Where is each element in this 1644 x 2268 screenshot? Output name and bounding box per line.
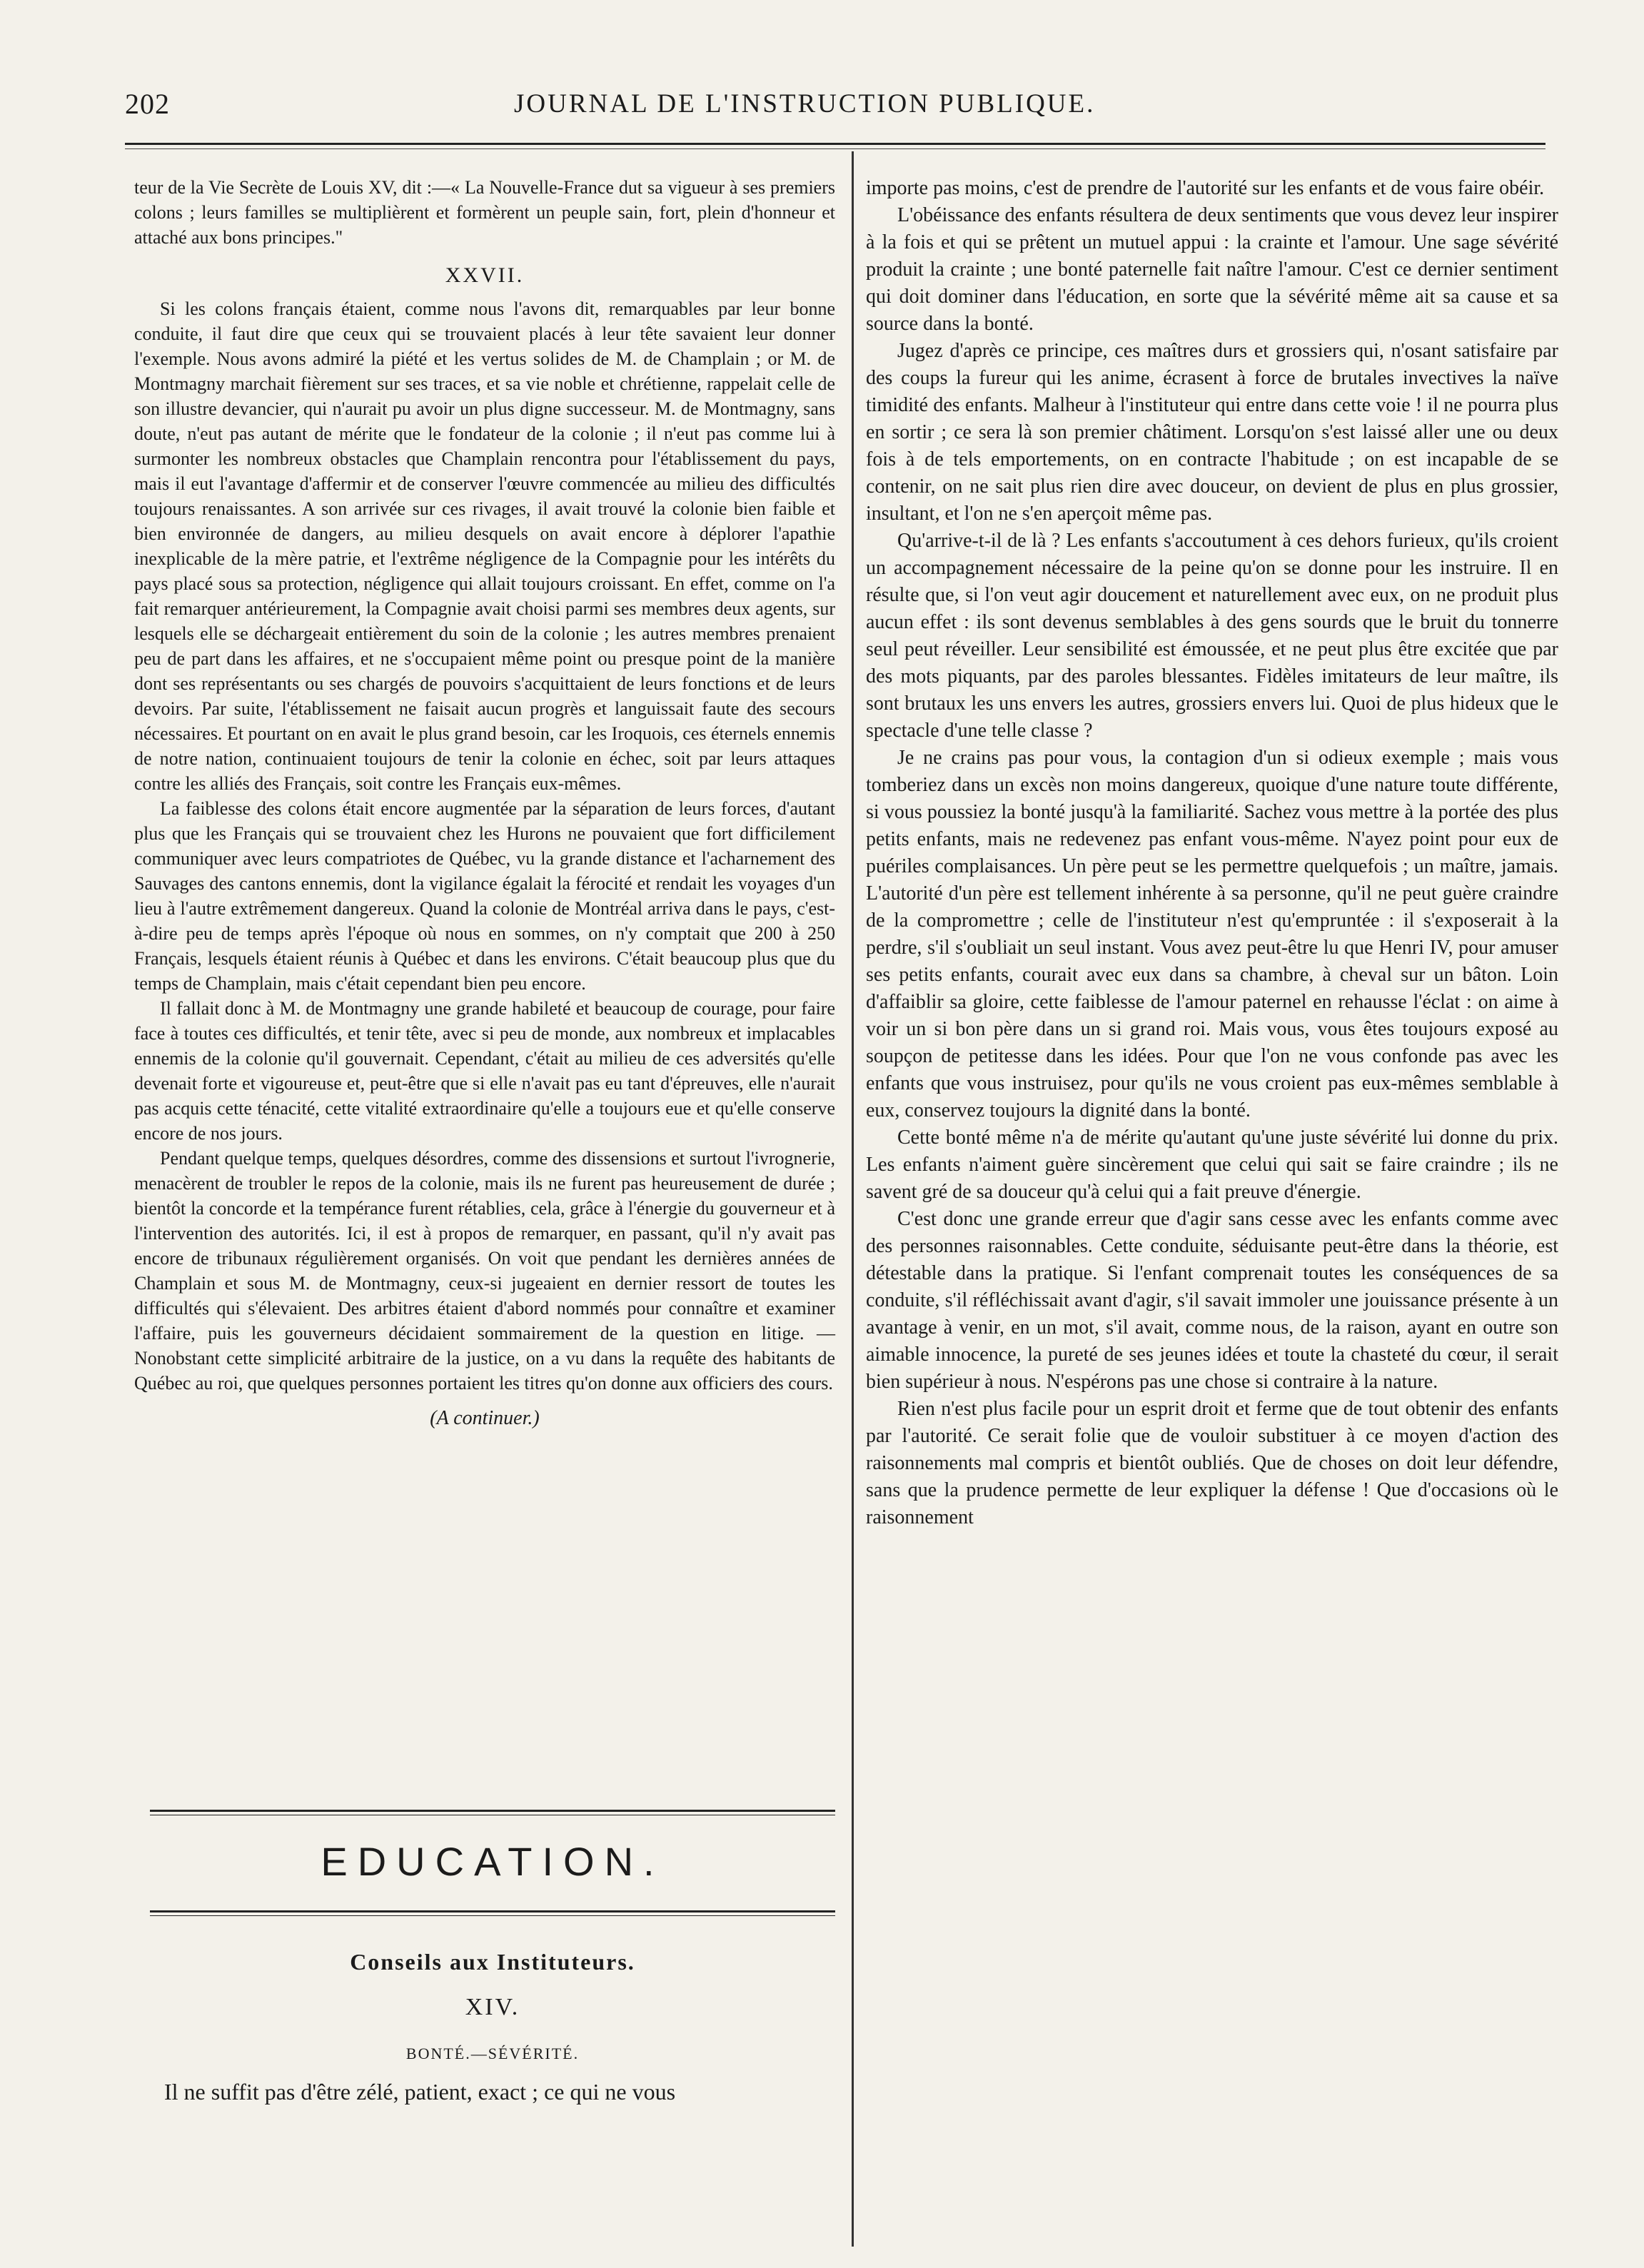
article-subtitle: BONTÉ.—SÉVÉRITÉ. (405, 2045, 580, 2062)
history-paragraph: La faiblesse des colons était encore augmentée par la séparation de leurs forces, d'autant plus que les Français qui se trouvaient chez les Hurons ne pouvaient que fort difficilement communiquer avec leurs compatriotes de Québec, vu la grande distance et l'acharnement des Sauvages des cantons ennemis, dont la vigilance égalait la férocité et rendait les voyages d'un lieu à l'autre extrêmement dangereux. Quand la colonie de Montréal arriva dans le pays, c'est-à-dire peu de temps après l'époque où nous en sommes, on n'y comptait que 200 à 250 Français, lesquels étaient réunis à Québec et dans les environs. C'était beaucoup plus que du temps de Champlain, mais c'était cependant bien peu encore. (134, 798, 835, 994)
to-continue-note: (A continuer.) (430, 1407, 540, 1429)
page-number: 202 (125, 88, 170, 120)
history-paragraph: teur de la Vie Secrète de Louis XV, dit :—« La Nouvelle-France dut sa vigueur à ses premiers colons ; leurs familles se multiplièrent et formèrent un peuple sain, fort, plein d'honneur et attaché aux bons principes." (134, 177, 835, 248)
article-paragraph: Je ne crains pas pour vous, la contagion d'un si odieux exemple ; mais vous tomberiez dans un excès non moins dangereux, quoique d'une nature toute différente, si vous poussiez la bonté jusqu'à la familiarité. Sachez vous mettre à la portée des plus petits enfants, mais ne redevenez pas enfant vous-même. N'ayez point pour eux de puériles complaisances. Un père peut se les permettre quelquefois ; un maître, jamais. L'autorité d'un père est tellement inhérente à sa personne, qu'il ne peut guère craindre de la compromettre ; celle de l'instituteur n'est qu'empruntée : il s'exposerait à la perdre, s'il s'oubliait un seul instant. Vous avez peut-être lu que Henri IV, pour amuser ses petits enfants, courait avec eux dans sa chambre, à cheval sur un bâton. Loin d'affaiblir sa gloire, cette faiblesse de l'amour paternel en rehausse l'éclat : on aime à voir un si bon père dans un si grand roi. Mais vous, vous êtes toujours exposé au soupçon de petitesse dans les idées. Pour que l'on ne vous confonde pas avec les enfants que vous instruisez, pour qu'ils ne vous croient pas eux-mêmes semblable à eux, conservez toujours la dignité dans la bonté. (866, 747, 1558, 1122)
history-paragraph: Il fallait donc à M. de Montmagny une grande habileté et beaucoup de courage, pour faire face à toutes ces difficultés, et tenir tête, avec si peu de monde, aux nombreux et implacables ennemis de la colonie qu'il gouvernait. Cependant, c'était au milieu de ces adversités qu'elle devenait forte et vigoureuse et, peut-être que si elle n'avait pas eu tant d'épreuves, elle n'aurait pas acquis cette ténacité, cette vitalité extraordinaire qu'elle a toujours eue et qu'elle conserve encore de nos jours. (134, 998, 835, 1144)
article-paragraph: Jugez d'après ce principe, ces maîtres durs et grossiers qui, n'osant satisfaire par des coups la fureur qui les anime, écrasent à force de brutales invectives la naïve timidité des enfants. Malheur à l'instituteur qui entre dans cette voie ! il ne pourra plus en sortir ; ce sera là son premier châtiment. Lorsqu'on s'est laissé aller une ou deux fois à de tels emportements, on en contracte l'habitude ; on est incapable de se contenir, on ne sait plus rien dire avec douceur, on devient de plus en plus grossier, insultant, et l'on ne s'en aperçoit même pas. (866, 340, 1558, 525)
article-paragraph: L'obéissance des enfants résultera de deux sentiments que vous devez leur inspirer à la fois et qui se prêtent un mutuel appui : la crainte et l'amour. Une sage sévérité produit la crainte ; une bonté paternelle fait naître l'amour. C'est ce dernier sentiment qui doit dominer dans l'éducation, en sorte que la sévérité même ait sa cause et sa source dans la bonté. (866, 204, 1558, 335)
article-paragraph: Cette bonté même n'a de mérite qu'autant qu'une juste sévérité lui donne du prix. Les enfants n'aiment guère sincèrement que celui qui sait se faire craindre ; ils ne savent gré de sa douceur qu'à celui qui a fait preuve d'énergie. (866, 1127, 1558, 1203)
journal-title: JOURNAL DE L'INSTRUCTION PUBLIQUE. (514, 89, 1096, 119)
article-paragraph: Qu'arrive-t-il de là ? Les enfants s'accoutument à ces dehors furieux, qu'ils croient un accompagnement nécessaire de la peine qu'on se donne pour les instruire. Il en résulte que, si l'on veut agir doucement et naturellement avec eux, on ne produit plus aucun effet : ils sont devenus semblables à des gens sourds que le bruit du tonnerre seul peut réveiller. Leur sensibilité est émoussée, et ne peut plus être excitée que par des mots piquants, par des paroles blessantes. Fidèles imitateurs de leur maître, ils sont brutaux les uns envers les autres, grossiers envers lui. Quoi de plus hideux que le spectacle d'une telle classe ? (866, 530, 1558, 742)
article-title: Conseils aux Instituteurs. (350, 1949, 635, 1975)
page-header (125, 87, 1545, 130)
history-paragraph: Pendant quelque temps, quelques désordres, comme des dissensions et surtout l'ivrognerie, menacèrent de troubler le repos de la colonie, mais ils ne furent pas heureusement de durée ; bientôt la concorde et la tempérance furent rétablies, cela, grâce à l'énergie du gouverneur et à l'intervention des autorités. Ici, il est à propos de remarquer, en passant, qu'il n'y avait pas encore de tribunaux régulièrement organisés. On voit que pendant les dernières années de Champlain et sous M. de Montmagny, ceux-si jugeaient en dernier ressort de toutes les difficultés qui s'élevaient. Des arbitres étaient d'abord nommés pour connaître et examiner l'affaire, puis les gouverneurs décidaient sommairement de la question en litige. — Nonobstant cette simplicité arbitraire de la justice, on a vu dans la requête des habitants de Québec au roi, que quelques personnes portaient les titres qu'on donne aux officiers des cours. (134, 1148, 835, 1393)
history-paragraph: Si les colons français étaient, comme nous l'avons dit, remarquables par leur bonne conduite, il faut dire que ceux qui se trouvaient placés à leur tête savaient leur donner l'exemple. Nous avons admiré la piété et les vertus solides de M. de Champlain ; or M. de Montmagny marchait fièrement sur ses traces, et sa vie noble et chrétienne, rappelait celle de son illustre devancier, qui n'aurait pu avoir un plus digne successeur. M. de Montmagny, sans doute, n'eut pas autant de mérite que le fondateur de la colonie ; il n'eut pas comme lui à surmonter les nombreux obstacles que Champlain rencontra pour l'établissement du pays, mais il eut l'avantage d'affermir et de conserver l'œuvre commencée au milieu des difficultés toujours renaissantes. A son arrivée sur ces rivages, il avait trouvé la colonie bien faible et bien environnée de dangers, au milieu desquels on avait encore à déplorer l'apathie inexplicable de la mère patrie, et l'extrême négligence de la Compagnie pour les intérêts du pays placé sous sa protection, négligence qui allait toujours croissant. En effet, comme on l'a fait remarquer antérieurement, la Compagnie avait choisi parmi ses membres deux agents, sur lesquels elle se déchargeait entièrement du soin de la colonie ; les autres membres prenaient peu de part dans les affaires, et ne s'occupaient même point ou presque point de la manière dont ses représentants ou ses chargés de pouvoirs s'acquittaient de leurs fonctions et de leurs devoirs. Par suite, l'établissement ne faisait aucun progrès et languissait faute des secours nécessaires. Et pourtant on en avait le plus grand besoin, car les Iroquois, ces éternels ennemis de notre nation, continuaient toujours de tenir la colonie en échec, soit par leurs attaques contre les alliés des Français, soit contre les Français eux-mêmes. (134, 298, 835, 794)
left-column (134, 175, 835, 1431)
right-column (866, 175, 1558, 1531)
column-divider (852, 151, 854, 2247)
chapter-heading: XXVII. (445, 263, 525, 287)
header-rule (125, 143, 1545, 149)
section-title: EDUCATION. (321, 1839, 665, 1884)
section-rule-top (150, 1810, 835, 1815)
article-paragraph: importe pas moins, c'est de prendre de l'autorité sur les enfants et de vous faire obéir. (866, 177, 1545, 199)
article-number: XIV. (465, 1994, 520, 2020)
article-paragraph: Rien n'est plus facile pour un esprit droit et ferme que de tout obtenir des enfants par l'autorité. Ce serait folie que de vouloir substituer à ce moyen d'action des raisonnements mal compris et bientôt oubliés. Que de choses on doit leur défendre, sans que la prudence permette de leur expliquer la défense ! Que d'occasions où le raisonnement (866, 1398, 1558, 1528)
section-rule-bottom (150, 1910, 835, 1916)
article-lead-paragraph: Il ne suffit pas d'être zélé, patient, exact ; ce qui ne vous (164, 2079, 676, 2105)
article-paragraph: C'est donc une grande erreur que d'agir sans cesse avec les enfants comme avec des personnes raisonnables. Cette conduite, séduisante peut-être dans la théorie, est détestable dans la pratique. Si l'enfant comprenait toutes les conséquences de sa conduite, s'il réfléchissait avant d'agir, s'il savait immoler une jouissance présente à un avantage à venir, en un mot, s'il avait, comme nous, de la raison, ayant en outre son aimable innocence, la pureté de ses jeunes idées et toute la chasteté du cœur, il serait bien supérieur à nous. N'espérons pas une chose si contraire à la nature. (866, 1208, 1558, 1393)
